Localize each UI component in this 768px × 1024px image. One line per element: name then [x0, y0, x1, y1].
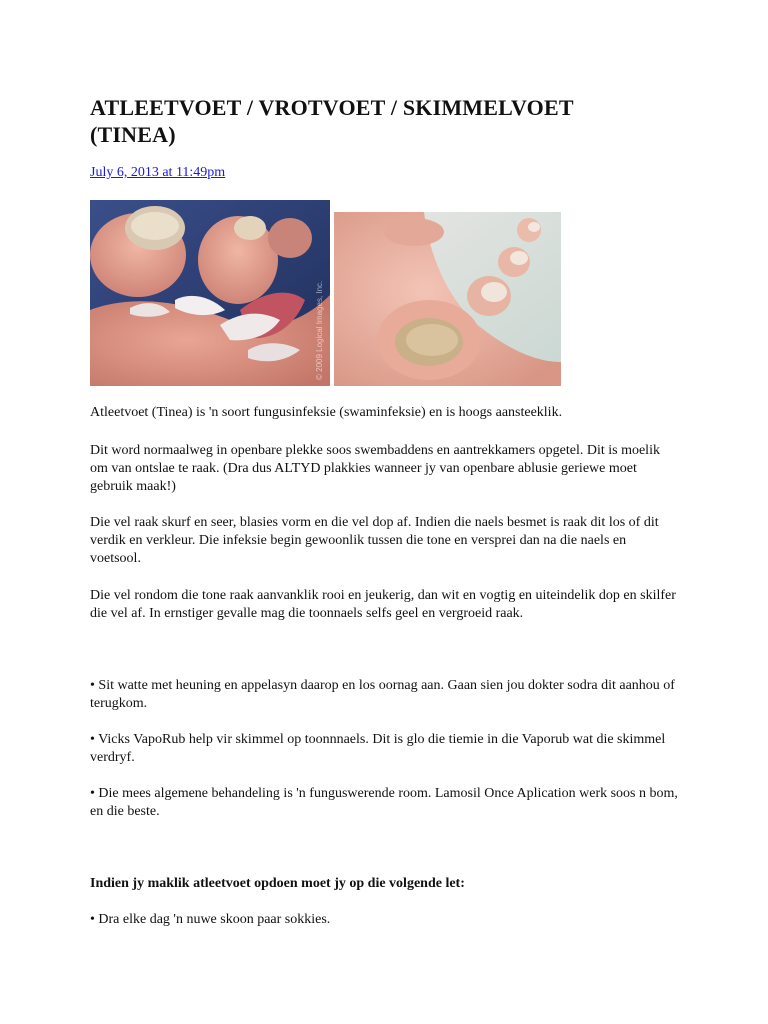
bullet-item: • Sit watte met heuning en appelasyn daarop en los oornag aan. Gaan sien jou dokter sodra dit aanhou of terugkom.: [90, 678, 675, 711]
photo-toes-between-infection-image: [90, 200, 330, 386]
paragraph-progression: Die vel rondom die tone raak aanvanklik rooi en jeukerig, dan wit en vogtig en uiteindelik dop en skilfer die vel af. In ernstiger gevalle mag die toonnaels selfs geel en vergroeid raak.: [90, 588, 676, 621]
photo-toenail-infection-image: [334, 212, 561, 386]
page-title: [90, 94, 680, 148]
paragraph-intro: Atleetvoet (Tinea) is 'n soort fungusinfeksie (swaminfeksie) en is hoogs aansteeklik.: [90, 405, 563, 420]
bullet-item: • Die mees algemene behandeling is 'n funguswerende room. Lamosil Once Aplication werk soos n bom, en die beste.: [90, 786, 678, 819]
photo-watermark: © 2009 Logical Images, Inc.: [315, 280, 324, 380]
paragraph-where: Dit word normaalweg in openbare plekke soos swembaddens en aantrekkamers opgetel. Dit is moelik om van ontslae te raak. (Dra dus ALTYD plakkies wanneer jy van openbare ablusie geriewe moet gebruik maak!): [90, 443, 660, 494]
bullet-item: • Vicks VapoRub help vir skimmel op toonnnaels. Dit is glo die tiemie in die Vaporub wat die skimmel verdryf.: [90, 732, 666, 765]
photo-toenail-infection: [334, 212, 561, 386]
paragraph-symptoms: Die vel raak skurf en seer, blasies vorm en die vel dop af. Indien die naels besmet is raak dit los of dit verdik en verkleur. Die infeksie begin gewoonlik tussen die tone en versprei dan na die naels en voetsool.: [90, 515, 659, 566]
title-line-1: ATLEETVOET / VROTVOET / SKIMMELVOET: [90, 95, 574, 120]
tip-item: • Dra elke dag 'n nuwe skoon paar sokkies.: [90, 912, 331, 927]
photo-toes-between-infection: [90, 200, 330, 386]
section-subheading: Indien jy maklik atleetvoet opdoen moet jy op die volgende let:: [90, 876, 465, 891]
post-date-link[interactable]: July 6, 2013 at 11:49pm: [90, 165, 226, 180]
title-line-2: (TINEA): [90, 122, 176, 147]
